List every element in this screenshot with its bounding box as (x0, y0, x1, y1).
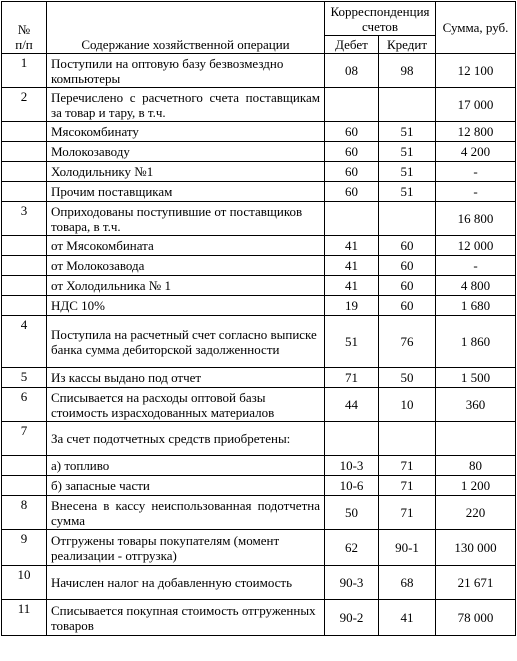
sum-cell: 16 800 (436, 202, 516, 236)
header-description: Содержание хозяйственной операции (47, 2, 325, 54)
credit-account-cell: 60 (379, 256, 436, 276)
operations-table (1, 1, 516, 636)
credit-account-cell: 76 (379, 316, 436, 368)
row-number-cell (2, 236, 47, 256)
table-row (2, 422, 516, 456)
table-row (2, 54, 516, 88)
header-debit: Дебет (325, 36, 379, 54)
credit-account-cell: 51 (379, 122, 436, 142)
sum-cell: 12 800 (436, 122, 516, 142)
row-number-cell: 4 (2, 316, 47, 368)
header-row-number (2, 2, 47, 54)
debit-account-cell: 10-6 (325, 476, 379, 496)
table-row (2, 456, 516, 476)
sum-cell: 1 500 (436, 368, 516, 388)
table-row (2, 182, 516, 202)
sum-cell: 130 000 (436, 530, 516, 566)
operation-description-cell: Списывается покупная стоимость отгруженных товаров (47, 600, 325, 636)
debit-account-cell: 60 (325, 142, 379, 162)
table-row (2, 368, 516, 388)
credit-account-cell: 71 (379, 456, 436, 476)
credit-account-cell: 10 (379, 388, 436, 422)
operation-description-cell: Прочим поставщикам (47, 182, 325, 202)
credit-account-cell: 51 (379, 162, 436, 182)
debit-account-cell: 62 (325, 530, 379, 566)
header-sum: Сумма, руб. (436, 2, 516, 54)
credit-account-cell: 60 (379, 236, 436, 256)
row-number-cell (2, 122, 47, 142)
credit-account-cell: 51 (379, 142, 436, 162)
table-row (2, 276, 516, 296)
credit-account-cell (379, 88, 436, 122)
row-number-cell: 5 (2, 368, 47, 388)
debit-account-cell: 60 (325, 122, 379, 142)
credit-account-cell: 90-1 (379, 530, 436, 566)
operation-description-cell: а) топливо (47, 456, 325, 476)
operation-description-cell: от Холодильника № 1 (47, 276, 325, 296)
header-no-line2: п/п (15, 37, 33, 52)
credit-account-cell: 60 (379, 296, 436, 316)
row-number-cell: 11 (2, 600, 47, 636)
sum-cell: 1 200 (436, 476, 516, 496)
row-number-cell: 10 (2, 566, 47, 600)
table-row (2, 566, 516, 600)
row-number-cell (2, 162, 47, 182)
credit-account-cell: 68 (379, 566, 436, 600)
credit-account-cell: 71 (379, 496, 436, 530)
debit-account-cell: 08 (325, 54, 379, 88)
row-number-cell: 1 (2, 54, 47, 88)
operation-description-cell: от Молокозавода (47, 256, 325, 276)
credit-account-cell: 98 (379, 54, 436, 88)
debit-account-cell: 90-2 (325, 600, 379, 636)
sum-cell: 1 860 (436, 316, 516, 368)
row-number-cell: 7 (2, 422, 47, 456)
sum-cell: - (436, 162, 516, 182)
debit-account-cell: 60 (325, 182, 379, 202)
credit-account-cell (379, 422, 436, 456)
credit-account-cell: 50 (379, 368, 436, 388)
row-number-cell (2, 476, 47, 496)
debit-account-cell: 71 (325, 368, 379, 388)
sum-cell: 21 671 (436, 566, 516, 600)
debit-account-cell: 41 (325, 276, 379, 296)
operation-description-cell: от Мясокомбината (47, 236, 325, 256)
row-number-cell (2, 256, 47, 276)
operation-description-cell: Молокозаводу (47, 142, 325, 162)
sum-cell: 12 000 (436, 236, 516, 256)
credit-account-cell: 51 (379, 182, 436, 202)
operation-description-cell: НДС 10% (47, 296, 325, 316)
operation-description-cell: Поступили на оптовую базу безвозмездно компьютеры (47, 54, 325, 88)
row-number-cell (2, 456, 47, 476)
debit-account-cell (325, 88, 379, 122)
operation-description-cell: Оприходованы поступившие от поставщиков товара, в т.ч. (47, 202, 325, 236)
sum-cell: 220 (436, 496, 516, 530)
operation-description-cell: Списывается на расходы оптовой базы стоимость израсходованных материалов (47, 388, 325, 422)
table-row (2, 496, 516, 530)
table-row (2, 388, 516, 422)
debit-account-cell: 10-3 (325, 456, 379, 476)
table-row (2, 236, 516, 256)
row-number-cell (2, 182, 47, 202)
operations-table-body (2, 54, 516, 636)
table-row (2, 88, 516, 122)
operation-description-cell: Начислен налог на добавленную стоимость (47, 566, 325, 600)
table-row (2, 142, 516, 162)
debit-account-cell: 19 (325, 296, 379, 316)
operation-description-cell: Холодильнику №1 (47, 162, 325, 182)
sum-cell (436, 422, 516, 456)
operation-description-cell: Мясокомбинату (47, 122, 325, 142)
debit-account-cell: 60 (325, 162, 379, 182)
sum-cell: 12 100 (436, 54, 516, 88)
row-number-cell (2, 276, 47, 296)
operation-description-cell: Поступила на расчетный счет согласно выписке банка сумма дебиторской задолженности (47, 316, 325, 368)
row-number-cell: 2 (2, 88, 47, 122)
sum-cell: - (436, 182, 516, 202)
debit-account-cell: 41 (325, 256, 379, 276)
operation-description-cell: Из кассы выдано под отчет (47, 368, 325, 388)
sum-cell: 78 000 (436, 600, 516, 636)
operation-description-cell: Отгружены товары покупателям (момент реализации - отгрузка) (47, 530, 325, 566)
debit-account-cell: 90-3 (325, 566, 379, 600)
debit-account-cell: 51 (325, 316, 379, 368)
credit-account-cell (379, 202, 436, 236)
operation-description-cell: Внесена в кассу неиспользованная подотчетна сумма (47, 496, 325, 530)
operations-table-wrapper (1, 1, 516, 636)
table-row (2, 122, 516, 142)
operation-description-cell: б) запасные части (47, 476, 325, 496)
row-number-cell (2, 142, 47, 162)
row-number-cell: 3 (2, 202, 47, 236)
credit-account-cell: 41 (379, 600, 436, 636)
table-row (2, 600, 516, 636)
sum-cell: 80 (436, 456, 516, 476)
debit-account-cell: 41 (325, 236, 379, 256)
row-number-cell: 9 (2, 530, 47, 566)
header-credit: Кредит (379, 36, 436, 54)
header-no-line1: № (17, 22, 31, 37)
debit-account-cell: 44 (325, 388, 379, 422)
sum-cell: 17 000 (436, 88, 516, 122)
table-row (2, 256, 516, 276)
debit-account-cell: 50 (325, 496, 379, 530)
operation-description-cell: За счет подотчетных средств приобретены: (47, 422, 325, 456)
table-row (2, 530, 516, 566)
header-row-1 (2, 2, 516, 36)
sum-cell: 360 (436, 388, 516, 422)
sum-cell: - (436, 256, 516, 276)
debit-account-cell (325, 422, 379, 456)
table-row (2, 162, 516, 182)
table-row (2, 476, 516, 496)
header-correspondence: Корреспонденция счетов (325, 2, 436, 36)
row-number-cell: 8 (2, 496, 47, 530)
table-row (2, 316, 516, 368)
sum-cell: 4 800 (436, 276, 516, 296)
sum-cell: 4 200 (436, 142, 516, 162)
row-number-cell (2, 296, 47, 316)
table-row (2, 296, 516, 316)
sum-cell: 1 680 (436, 296, 516, 316)
operation-description-cell: Перечислено с расчетного счета поставщикам за товар и тару, в т.ч. (47, 88, 325, 122)
debit-account-cell (325, 202, 379, 236)
credit-account-cell: 60 (379, 276, 436, 296)
table-row (2, 202, 516, 236)
credit-account-cell: 71 (379, 476, 436, 496)
row-number-cell: 6 (2, 388, 47, 422)
